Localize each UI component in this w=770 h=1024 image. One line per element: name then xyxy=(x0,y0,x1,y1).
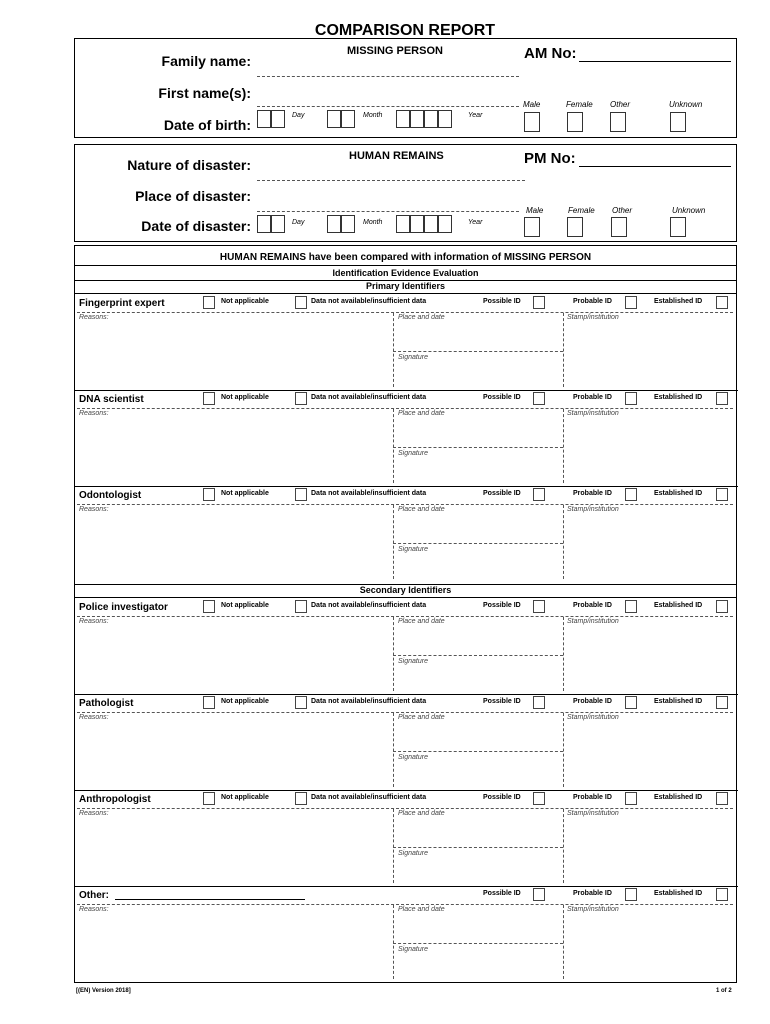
stamp-label: Stamp/institution xyxy=(567,618,619,625)
place-date-label: Place and date xyxy=(398,410,445,417)
divider xyxy=(75,265,736,266)
divider xyxy=(75,886,738,887)
reasons-label: Reasons: xyxy=(79,714,109,721)
male-checkbox[interactable] xyxy=(524,112,540,132)
section-name: Fingerprint expert xyxy=(79,298,165,309)
possible-id-label: Possible ID xyxy=(483,794,521,801)
established-id-label: Established ID xyxy=(654,394,703,401)
place-date-label: Place and date xyxy=(398,506,445,513)
identifier-section xyxy=(75,888,735,984)
dob-day-2-box[interactable] xyxy=(271,110,285,128)
possible-id-checkbox[interactable] xyxy=(533,888,545,901)
divider xyxy=(563,617,564,691)
nature-of-disaster-label: Nature of disaster: xyxy=(127,157,251,173)
not-applicable-checkbox[interactable] xyxy=(203,792,215,805)
hr-unknown-checkbox[interactable] xyxy=(670,217,686,237)
reasons-label: Reasons: xyxy=(79,314,109,321)
not-applicable-label: Not applicable xyxy=(221,602,269,609)
stamp-label: Stamp/institution xyxy=(567,906,619,913)
divider xyxy=(393,943,563,944)
female-label: Female xyxy=(566,100,593,109)
place-date-label: Place and date xyxy=(398,714,445,721)
divider xyxy=(393,655,563,656)
divider xyxy=(75,790,738,791)
divider xyxy=(75,486,738,487)
not-applicable-label: Not applicable xyxy=(221,490,269,497)
dod-year-3-box[interactable] xyxy=(424,215,438,233)
divider xyxy=(393,809,394,883)
divider xyxy=(393,447,563,448)
established-id-label: Established ID xyxy=(654,794,703,801)
divider xyxy=(77,712,733,713)
hr-male-label: Male xyxy=(526,206,544,215)
place-date-label: Place and date xyxy=(398,810,445,817)
possible-id-checkbox[interactable] xyxy=(533,392,545,405)
identifier-section xyxy=(75,488,735,584)
pm-no-field[interactable] xyxy=(579,166,731,167)
section-name: Anthropologist xyxy=(79,794,151,805)
dob-year-2-box[interactable] xyxy=(410,110,424,128)
dob-month-1-box[interactable] xyxy=(327,110,341,128)
probable-id-checkbox[interactable] xyxy=(625,488,637,501)
missing-person-heading: MISSING PERSON xyxy=(347,45,443,57)
probable-id-label: Probable ID xyxy=(573,490,612,497)
established-id-label: Established ID xyxy=(654,602,703,609)
divider xyxy=(75,293,736,294)
data-na-checkbox[interactable] xyxy=(295,488,307,501)
probable-id-checkbox[interactable] xyxy=(625,888,637,901)
first-names-field[interactable] xyxy=(257,106,519,107)
divider xyxy=(563,809,564,883)
nature-of-disaster-field[interactable] xyxy=(257,180,525,181)
hr-male-checkbox[interactable] xyxy=(524,217,540,237)
reasons-label: Reasons: xyxy=(79,410,109,417)
data-na-checkbox[interactable] xyxy=(295,296,307,309)
not-applicable-checkbox[interactable] xyxy=(203,488,215,501)
section-name: DNA scientist xyxy=(79,394,144,405)
identifier-section xyxy=(75,696,735,792)
am-no-label: AM No: xyxy=(524,45,577,62)
signature-label: Signature xyxy=(398,450,428,457)
probable-id-label: Probable ID xyxy=(573,602,612,609)
data-na-checkbox[interactable] xyxy=(295,792,307,805)
divider xyxy=(563,905,564,979)
hr-other-checkbox[interactable] xyxy=(611,217,627,237)
dod-day-2-box[interactable] xyxy=(271,215,285,233)
probable-id-checkbox[interactable] xyxy=(625,792,637,805)
divider xyxy=(75,694,738,695)
dod-year-boxes[interactable] xyxy=(396,215,452,238)
reasons-label: Reasons: xyxy=(79,506,109,513)
compared-heading: HUMAN REMAINS have been compared with information of MISSING PERSON xyxy=(219,252,592,263)
not-applicable-checkbox[interactable] xyxy=(203,392,215,405)
established-id-label: Established ID xyxy=(654,698,703,705)
evidence-heading: Identification Evidence Evaluation xyxy=(332,268,479,278)
divider xyxy=(77,312,733,313)
section-name: Police investigator xyxy=(79,602,168,613)
missing-person-box xyxy=(74,38,737,138)
report-title: COMPARISON REPORT xyxy=(314,22,496,39)
possible-id-label: Possible ID xyxy=(483,602,521,609)
probable-id-label: Probable ID xyxy=(573,794,612,801)
identifier-section xyxy=(75,600,735,696)
male-label: Male xyxy=(523,100,541,109)
divider xyxy=(393,617,394,691)
dob-month-2-box[interactable] xyxy=(341,110,355,128)
divider xyxy=(77,408,733,409)
signature-label: Signature xyxy=(398,546,428,553)
data-na-label: Data not available/insufficient data xyxy=(311,490,427,497)
divider xyxy=(77,808,733,809)
female-checkbox[interactable] xyxy=(567,112,583,132)
possible-id-label: Possible ID xyxy=(483,298,521,305)
other-name-field[interactable] xyxy=(115,899,305,900)
possible-id-checkbox[interactable] xyxy=(533,488,545,501)
divider xyxy=(75,597,736,598)
hr-female-label: Female xyxy=(568,206,595,215)
probable-id-checkbox[interactable] xyxy=(625,296,637,309)
not-applicable-label: Not applicable xyxy=(221,298,269,305)
probable-id-checkbox[interactable] xyxy=(625,392,637,405)
divider xyxy=(563,409,564,483)
possible-id-checkbox[interactable] xyxy=(533,600,545,613)
reasons-label: Reasons: xyxy=(79,810,109,817)
established-id-checkbox[interactable] xyxy=(716,696,728,709)
signature-label: Signature xyxy=(398,658,428,665)
dod-day-boxes[interactable] xyxy=(257,215,285,238)
first-names-label: First name(s): xyxy=(158,85,251,101)
section-name: Odontologist xyxy=(79,490,142,501)
stamp-label: Stamp/institution xyxy=(567,714,619,721)
not-applicable-checkbox[interactable] xyxy=(203,296,215,309)
section-name: Other: xyxy=(79,890,109,901)
dod-day-label: Day xyxy=(292,219,305,226)
unknown-checkbox[interactable] xyxy=(670,112,686,132)
not-applicable-label: Not applicable xyxy=(221,794,269,801)
dod-month-2-box[interactable] xyxy=(341,215,355,233)
dob-day-label: Day xyxy=(292,112,305,119)
dob-month-boxes[interactable] xyxy=(327,110,355,133)
stamp-label: Stamp/institution xyxy=(567,810,619,817)
place-date-label: Place and date xyxy=(398,906,445,913)
dob-year-4-box[interactable] xyxy=(438,110,452,128)
divider xyxy=(77,504,733,505)
data-na-label: Data not available/insufficient data xyxy=(311,698,427,705)
data-na-label: Data not available/insufficient data xyxy=(311,394,427,401)
dob-day-boxes[interactable] xyxy=(257,110,285,133)
divider xyxy=(393,313,394,387)
other-label: Other xyxy=(610,100,631,109)
family-name-label: Family name: xyxy=(161,53,251,69)
signature-label: Signature xyxy=(398,850,428,857)
divider xyxy=(563,505,564,579)
not-applicable-label: Not applicable xyxy=(221,698,269,705)
divider xyxy=(393,351,563,352)
established-id-label: Established ID xyxy=(654,890,703,897)
identifier-section xyxy=(75,392,735,488)
established-id-label: Established ID xyxy=(654,298,703,305)
probable-id-label: Probable ID xyxy=(573,698,612,705)
stamp-label: Stamp/institution xyxy=(567,506,619,513)
other-checkbox[interactable] xyxy=(610,112,626,132)
dod-day-1-box[interactable] xyxy=(257,215,271,233)
identifier-section xyxy=(75,296,735,392)
data-na-label: Data not available/insufficient data xyxy=(311,298,427,305)
data-na-checkbox[interactable] xyxy=(295,696,307,709)
reasons-label: Reasons: xyxy=(79,618,109,625)
family-name-field[interactable] xyxy=(257,76,519,77)
dod-year-2-box[interactable] xyxy=(410,215,424,233)
footer-version: [(EN) Version 2018] xyxy=(76,988,131,994)
divider xyxy=(393,905,394,979)
possible-id-label: Possible ID xyxy=(483,490,521,497)
human-remains-box xyxy=(74,144,737,242)
data-na-label: Data not available/insufficient data xyxy=(311,602,427,609)
dod-month-label: Month xyxy=(363,219,383,226)
date-of-disaster-label: Date of disaster: xyxy=(141,218,251,234)
divider xyxy=(393,409,394,483)
evaluation-box xyxy=(74,245,737,983)
divider xyxy=(77,616,733,617)
possible-id-checkbox[interactable] xyxy=(533,792,545,805)
dob-year-boxes[interactable] xyxy=(396,110,452,133)
probable-id-checkbox[interactable] xyxy=(625,696,637,709)
place-of-disaster-field[interactable] xyxy=(257,211,519,212)
reasons-label: Reasons: xyxy=(79,906,109,913)
dob-month-label: Month xyxy=(363,112,383,119)
data-na-label: Data not available/insufficient data xyxy=(311,794,427,801)
established-id-checkbox[interactable] xyxy=(716,392,728,405)
not-applicable-checkbox[interactable] xyxy=(203,696,215,709)
hr-other-label: Other xyxy=(612,206,633,215)
dob-year-1-box[interactable] xyxy=(396,110,410,128)
footer-page: 1 of 2 xyxy=(716,988,732,994)
identifier-section xyxy=(75,792,735,888)
established-id-label: Established ID xyxy=(654,490,703,497)
divider xyxy=(393,543,563,544)
data-na-checkbox[interactable] xyxy=(295,600,307,613)
human-remains-heading: HUMAN REMAINS xyxy=(349,150,444,162)
place-date-label: Place and date xyxy=(398,314,445,321)
probable-id-label: Probable ID xyxy=(573,298,612,305)
dob-year-label: Year xyxy=(468,112,483,119)
signature-label: Signature xyxy=(398,354,428,361)
dob-day-1-box[interactable] xyxy=(257,110,271,128)
hr-unknown-label: Unknown xyxy=(672,206,706,215)
dod-year-1-box[interactable] xyxy=(396,215,410,233)
probable-id-label: Probable ID xyxy=(573,890,612,897)
divider xyxy=(563,313,564,387)
unknown-label: Unknown xyxy=(669,100,703,109)
dod-month-boxes[interactable] xyxy=(327,215,355,238)
dod-year-4-box[interactable] xyxy=(438,215,452,233)
divider xyxy=(393,505,394,579)
primary-heading: Primary Identifiers xyxy=(365,281,446,291)
established-id-checkbox[interactable] xyxy=(716,296,728,309)
established-id-checkbox[interactable] xyxy=(716,888,728,901)
dod-month-1-box[interactable] xyxy=(327,215,341,233)
not-applicable-checkbox[interactable] xyxy=(203,600,215,613)
probable-id-checkbox[interactable] xyxy=(625,600,637,613)
divider xyxy=(75,390,738,391)
am-no-field[interactable] xyxy=(579,61,731,62)
divider xyxy=(77,904,733,905)
possible-id-checkbox[interactable] xyxy=(533,296,545,309)
dod-year-label: Year xyxy=(468,219,483,226)
place-of-disaster-label: Place of disaster: xyxy=(135,188,251,204)
divider xyxy=(563,713,564,787)
section-name: Pathologist xyxy=(79,698,134,709)
signature-label: Signature xyxy=(398,946,428,953)
divider xyxy=(393,751,563,752)
not-applicable-label: Not applicable xyxy=(221,394,269,401)
dob-year-3-box[interactable] xyxy=(424,110,438,128)
signature-label: Signature xyxy=(398,754,428,761)
established-id-checkbox[interactable] xyxy=(716,488,728,501)
hr-female-checkbox[interactable] xyxy=(567,217,583,237)
divider xyxy=(393,713,394,787)
divider xyxy=(393,847,563,848)
probable-id-label: Probable ID xyxy=(573,394,612,401)
possible-id-checkbox[interactable] xyxy=(533,696,545,709)
possible-id-label: Possible ID xyxy=(483,394,521,401)
pm-no-label: PM No: xyxy=(524,150,576,167)
secondary-heading: Secondary Identifiers xyxy=(359,585,452,595)
possible-id-label: Possible ID xyxy=(483,890,521,897)
stamp-label: Stamp/institution xyxy=(567,314,619,321)
data-na-checkbox[interactable] xyxy=(295,392,307,405)
possible-id-label: Possible ID xyxy=(483,698,521,705)
established-id-checkbox[interactable] xyxy=(716,600,728,613)
place-date-label: Place and date xyxy=(398,618,445,625)
stamp-label: Stamp/institution xyxy=(567,410,619,417)
established-id-checkbox[interactable] xyxy=(716,792,728,805)
dob-label: Date of birth: xyxy=(163,117,251,133)
